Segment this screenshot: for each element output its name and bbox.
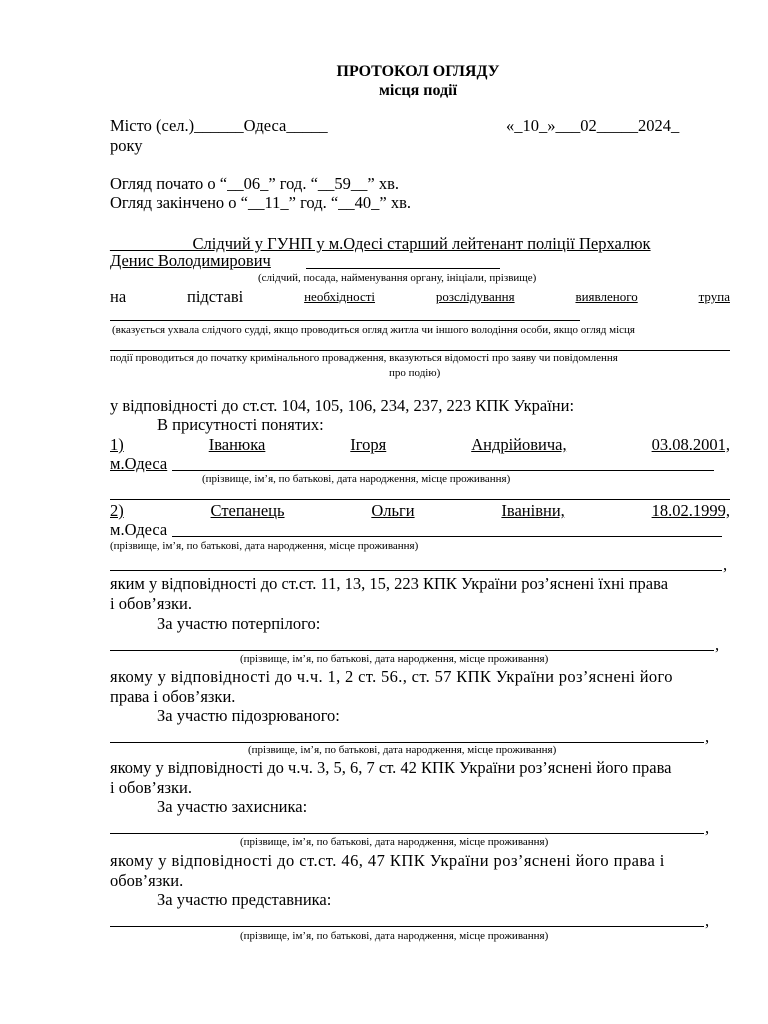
basis-rule-2	[110, 350, 730, 351]
representative-comma: ,	[705, 911, 710, 930]
investigator-prefix: __________	[110, 234, 193, 253]
witness-1-dob: 03.08.2001,	[651, 435, 730, 454]
investigator-caption: (слідчий, посада, найменування органу, ініціали, прізвище)	[258, 272, 537, 284]
investigator-title: Слідчий у ГУНП у м.Одесі старший лейтенант поліції Перхалюк	[192, 234, 651, 253]
victim-comma: ,	[715, 635, 720, 654]
basis-word-1: на	[110, 287, 127, 306]
basis-line	[110, 287, 730, 307]
witness-rights-1: яким у відповідності до ст.ст. 11, 13, 15, 223 КПК України роз’яснені їхні права	[110, 574, 669, 593]
witness-blank-rule	[110, 499, 730, 500]
end-time: Огляд закінчено о “__11_” год. “__40_” хв.	[110, 193, 412, 212]
victim-rule	[110, 650, 714, 651]
representative-caption: (прізвище, ім’я, по батькові, дата народження, місце проживання)	[240, 930, 549, 942]
suspect-caption: (прізвище, ім’я, по батькові, дата народження, місце проживання)	[248, 744, 557, 756]
basis-word-6: трупа	[698, 289, 730, 304]
victim-rights-1: якому у відповідності до ч.ч. 1, 2 ст. 56., ст. 57 КПК України роз’яснені його	[110, 667, 673, 686]
witness-2-caption: (прізвище, ім’я, по батькові, дата народження, місце проживання)	[110, 540, 419, 552]
document-title: ПРОТОКОЛ ОГЛЯДУ	[336, 63, 500, 80]
defender-rights-1: якому у відповідності до ст.ст. 46, 47 КПК України роз’яснені його права і	[110, 851, 665, 870]
witness-2-city: м.Одеса	[110, 520, 168, 539]
basis-word-2: підставі	[187, 287, 244, 306]
witness-1-caption: (прізвище, ім’я, по батькові, дата народження, місце проживання)	[202, 473, 511, 485]
suspect-rule	[110, 742, 704, 743]
witness-1-city: м.Одеса	[110, 454, 168, 473]
defender-comma: ,	[705, 818, 710, 837]
witness-1-num: 1)	[110, 435, 124, 454]
investigator-rule	[306, 268, 500, 269]
representative-rule	[110, 926, 704, 927]
witness-2-blank-rule	[110, 570, 722, 571]
witness-2-patronymic: Іванівни,	[501, 501, 565, 520]
defender-heading: За участю захисника:	[157, 797, 308, 816]
suspect-rights-2: і обов’язки.	[110, 778, 192, 797]
witness-1-patronymic: Андрійовича,	[471, 435, 567, 454]
witness-1-rule	[172, 470, 714, 471]
investigator-line-2: Денис Володимирович	[110, 251, 271, 270]
victim-rights-2: права і обов’язки.	[110, 687, 236, 706]
witness-2-rule	[172, 536, 722, 537]
witness-1-name: Ігоря	[350, 435, 387, 454]
defender-caption: (прізвище, ім’я, по батькові, дата народження, місце проживання)	[240, 836, 549, 848]
basis-word-3: необхідності	[304, 289, 376, 304]
suspect-rights-1: якому у відповідності до ч.ч. 3, 5, 6, 7 ст. 42 КПК України роз’яснені його права	[110, 758, 672, 777]
witness-2-comma: ,	[723, 555, 728, 574]
place-field: Місто (сел.)______Одеса_____	[110, 116, 328, 135]
basis-caption-3: про подію)	[389, 367, 441, 379]
basis-rule-1	[110, 320, 580, 321]
year-word: року	[110, 136, 143, 155]
witnesses-heading: В присутності понятих:	[157, 415, 324, 434]
articles-line: у відповідності до ст.ст. 104, 105, 106, 234, 237, 223 КПК України:	[110, 396, 575, 415]
representative-heading: За участю представника:	[157, 890, 332, 909]
witness-rights-2: і обов’язки.	[110, 594, 192, 613]
witness-1-surname: Іванюка	[208, 435, 266, 454]
suspect-heading: За участю підозрюваного:	[157, 706, 340, 725]
defender-rule	[110, 833, 704, 834]
basis-caption-1: (вказується ухвала слідчого судді, якщо проводиться огляд житла чи іншого володіння особи, якщо огляд місця	[112, 324, 635, 336]
witness-2-name: Ольги	[371, 501, 415, 520]
suspect-comma: ,	[705, 727, 710, 746]
witness-2-surname: Степанець	[210, 501, 285, 520]
witness-2-dob: 18.02.1999,	[651, 501, 730, 520]
defender-rights-2: обов’язки.	[110, 871, 184, 890]
start-time: Огляд почато о “__06_” год. “__59__” хв.	[110, 174, 400, 193]
victim-heading: За участю потерпілого:	[157, 614, 321, 633]
witness-2-num: 2)	[110, 501, 124, 520]
basis-caption-2: події проводиться до початку кримінального провадження, вказуються відомості про заяву чи повідомлення	[110, 352, 618, 364]
witness-2-line	[110, 501, 730, 521]
basis-word-4: розслідування	[435, 289, 515, 304]
basis-word-5: виявленого	[575, 289, 638, 304]
victim-caption: (прізвище, ім’я, по батькові, дата народження, місце проживання)	[240, 653, 549, 665]
witness-1-line	[110, 435, 730, 455]
date-field: «_10_»___02_____2024_	[506, 116, 680, 135]
document-subtitle: місця події	[378, 82, 458, 99]
